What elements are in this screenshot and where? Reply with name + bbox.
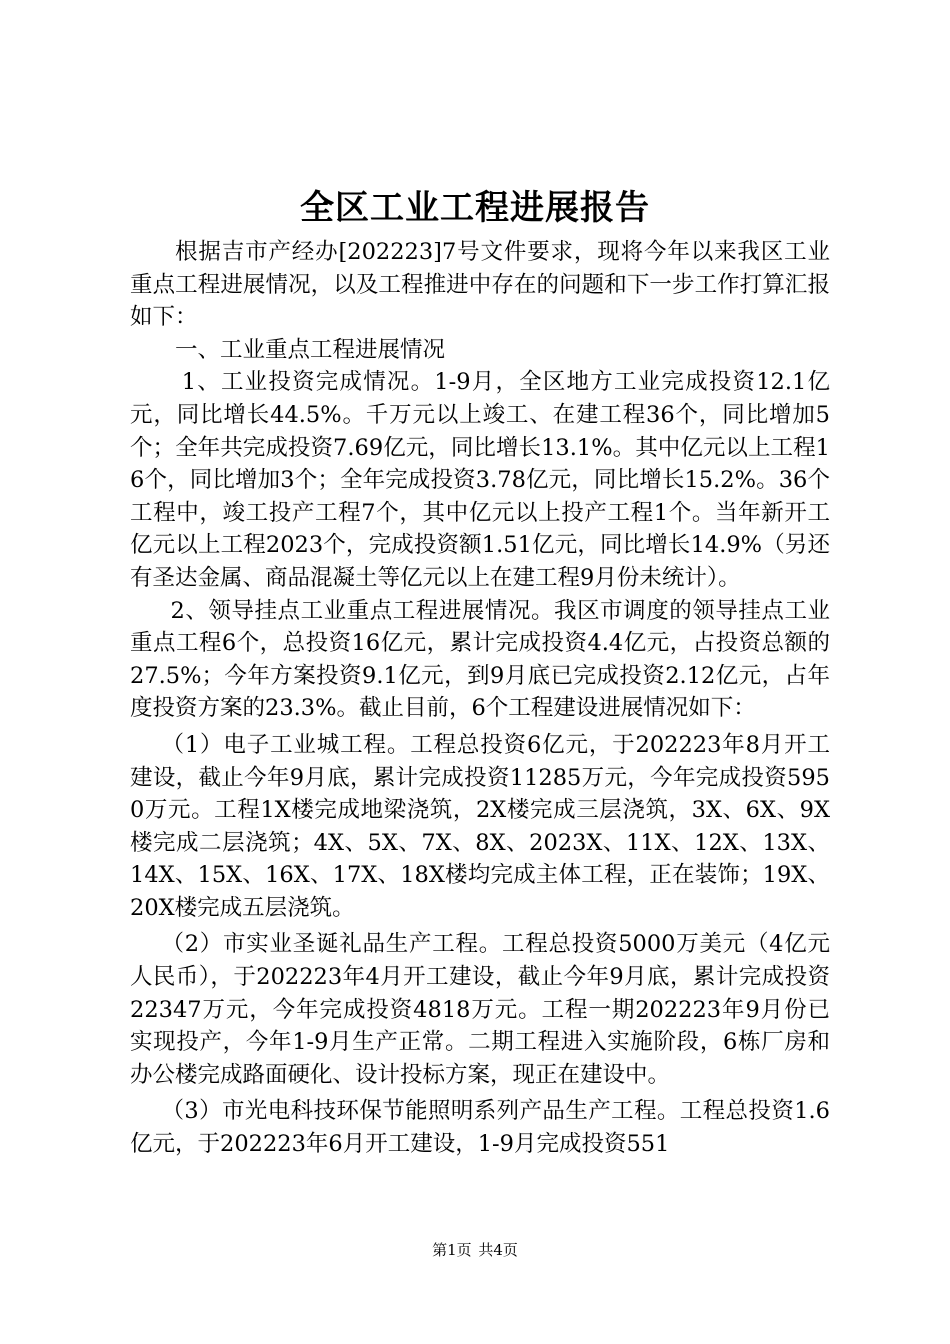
document-body [130, 236, 830, 1161]
section-heading: 一、工业重点工程进展情况 [175, 336, 446, 363]
paragraph-investment: 1、工业投资完成情况。1-9月，全区地方工业完成投资12.1亿元，同比增长44.5%。千万元以上竣工、在建工程36个，同比增加5个；全年共完成投资7.69亿元，同比增长13.1%。其中亿元以上工程16个，同比增加3个；全年完成投资3.78亿元，同比增长15.2%。36个工程中，竣工投产工程7个，其中亿元以上投产工程1个。当年新开工亿元以上工程2023个，完成投资额1.51亿元，同比增长14.9%（另还有圣达金属、商品混凝土等亿元以上在建工程9月份未统计）。 [130, 369, 830, 591]
page-total: 共4页 [478, 1241, 518, 1259]
paragraph-project-3: （3）市光电科技环保节能照明系列产品生产工程。工程总投资1.6亿元，于202223年6月开工建设，1-9月完成投资551 [130, 1098, 830, 1158]
page-footer [0, 1240, 950, 1260]
page-number: 第1页 [432, 1241, 472, 1259]
intro-paragraph: 根据吉市产经办[202223]7号文件要求，现将今年以来我区工业重点工程进展情况，以及工程推进中存在的问题和下一步工作打算汇报如下： [130, 239, 830, 331]
paragraph-project-2: （2）市实业圣诞礼品生产工程。工程总投资5000万美元（4亿元人民币），于202223年4月开工建设，截止今年9月底，累计完成投资22347万元，今年完成投资4818万元。工程一期202223年9月份已实现投产，今年1-9月生产正常。二期工程进入实施阶段，6栋厂房和办公楼完成路面硬化、设计投标方案，现正在建设中。 [130, 931, 830, 1088]
paragraph-project-1: （1）电子工业城工程。工程总投资6亿元，于202223年8月开工建设，截止今年9月底，累计完成投资11285万元，今年完成投资5950万元。工程1X楼完成地梁浇筑，2X楼完成三层浇筑，3X、6X、9X楼完成二层浇筑；4X、5X、7X、8X、2023X、11X、12X、13X、14X、15X、16X、17X、18X楼均完成主体工程，正在装饰；19X、20X楼完成五层浇筑。 [130, 731, 830, 921]
paragraph-leadership-projects: 2、领导挂点工业重点工程进展情况。我区市调度的领导挂点工业重点工程6个，总投资16亿元，累计完成投资4.4亿元，占投资总额的27.5%；今年方案投资9.1亿元，到9月底已完成投资2.12亿元，占年度投资方案的23.3%。截止目前，6个工程建设进展情况如下： [130, 597, 830, 722]
document-title: 全区工业工程进展报告 [300, 188, 650, 228]
